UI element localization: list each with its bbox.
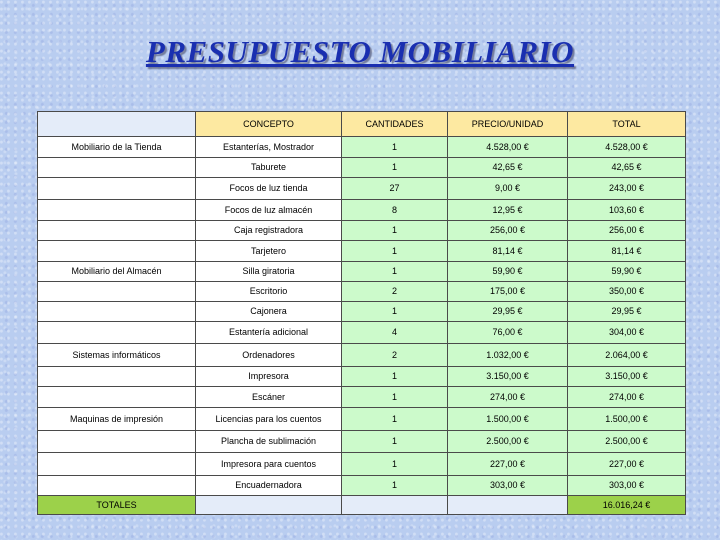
quantity-cell: 1 — [342, 137, 448, 158]
unit-price-cell: 1.500,00 € — [448, 408, 568, 431]
concept-cell: Estanterías, Mostrador — [196, 137, 342, 158]
header-precio-unidad: PRECIO/UNIDAD — [448, 112, 568, 137]
concept-cell: Impresora para cuentos — [196, 453, 342, 476]
table-row — [38, 137, 686, 158]
table-row — [38, 302, 686, 322]
unit-price-cell: 59,90 € — [448, 262, 568, 282]
category-cell — [38, 431, 196, 453]
category-cell — [38, 282, 196, 302]
total-cell: 1.500,00 € — [568, 408, 686, 431]
unit-price-cell: 175,00 € — [448, 282, 568, 302]
totals-label: TOTALES — [38, 496, 196, 515]
total-cell: 81,14 € — [568, 241, 686, 262]
total-cell: 42,65 € — [568, 158, 686, 178]
total-cell: 2.064,00 € — [568, 344, 686, 367]
totals-empty-cell — [342, 496, 448, 515]
table-row — [38, 387, 686, 408]
table-row — [38, 221, 686, 241]
concept-cell: Escritorio — [196, 282, 342, 302]
quantity-cell: 8 — [342, 200, 448, 221]
quantity-cell: 1 — [342, 387, 448, 408]
category-cell: Maquinas de impresión — [38, 408, 196, 431]
unit-price-cell: 274,00 € — [448, 387, 568, 408]
table-row — [38, 282, 686, 302]
table-row — [38, 241, 686, 262]
total-cell: 274,00 € — [568, 387, 686, 408]
concept-cell: Caja registradora — [196, 221, 342, 241]
unit-price-cell: 76,00 € — [448, 322, 568, 344]
quantity-cell: 1 — [342, 431, 448, 453]
table-row — [38, 476, 686, 496]
table-row — [38, 178, 686, 200]
category-cell: Sistemas informáticos — [38, 344, 196, 367]
quantity-cell: 27 — [342, 178, 448, 200]
unit-price-cell: 9,00 € — [448, 178, 568, 200]
category-cell — [38, 241, 196, 262]
quantity-cell: 1 — [342, 408, 448, 431]
concept-cell: Licencias para los cuentos — [196, 408, 342, 431]
table-row — [38, 408, 686, 431]
unit-price-cell: 1.032,00 € — [448, 344, 568, 367]
total-cell: 4.528,00 € — [568, 137, 686, 158]
quantity-cell: 1 — [342, 476, 448, 496]
category-cell — [38, 387, 196, 408]
table-row — [38, 158, 686, 178]
totals-empty-cell — [196, 496, 342, 515]
table-row — [38, 322, 686, 344]
concept-cell: Escáner — [196, 387, 342, 408]
concept-cell: Plancha de sublimación — [196, 431, 342, 453]
total-cell: 3.150,00 € — [568, 367, 686, 387]
concept-cell: Tarjetero — [196, 241, 342, 262]
budget-table — [37, 111, 686, 515]
concept-cell: Ordenadores — [196, 344, 342, 367]
total-cell: 256,00 € — [568, 221, 686, 241]
total-cell: 59,90 € — [568, 262, 686, 282]
unit-price-cell: 227,00 € — [448, 453, 568, 476]
unit-price-cell: 42,65 € — [448, 158, 568, 178]
totals-value: 16.016,24 € — [568, 496, 686, 515]
category-cell — [38, 322, 196, 344]
quantity-cell: 2 — [342, 282, 448, 302]
concept-cell: Silla giratoria — [196, 262, 342, 282]
totals-empty-cell — [448, 496, 568, 515]
unit-price-cell: 81,14 € — [448, 241, 568, 262]
category-cell — [38, 158, 196, 178]
unit-price-cell: 29,95 € — [448, 302, 568, 322]
quantity-cell: 1 — [342, 367, 448, 387]
total-cell: 103,60 € — [568, 200, 686, 221]
unit-price-cell: 3.150,00 € — [448, 367, 568, 387]
category-cell — [38, 221, 196, 241]
page-title: PRESUPUESTO MOBILIARIO — [145, 34, 575, 69]
category-cell — [38, 302, 196, 322]
header-total: TOTAL — [568, 112, 686, 137]
quantity-cell: 1 — [342, 241, 448, 262]
total-cell: 303,00 € — [568, 476, 686, 496]
category-cell — [38, 178, 196, 200]
category-cell — [38, 200, 196, 221]
total-cell: 304,00 € — [568, 322, 686, 344]
unit-price-cell: 2.500,00 € — [448, 431, 568, 453]
total-cell: 227,00 € — [568, 453, 686, 476]
total-cell: 2.500,00 € — [568, 431, 686, 453]
table-row — [38, 431, 686, 453]
header-cantidades: CANTIDADES — [342, 112, 448, 137]
concept-cell: Cajonera — [196, 302, 342, 322]
table-row — [38, 344, 686, 367]
total-cell: 29,95 € — [568, 302, 686, 322]
table-row — [38, 453, 686, 476]
category-cell — [38, 476, 196, 496]
unit-price-cell: 256,00 € — [448, 221, 568, 241]
quantity-cell: 1 — [342, 302, 448, 322]
category-cell: Mobiliario del Almacén — [38, 262, 196, 282]
table-row — [38, 200, 686, 221]
category-cell: Mobiliario de la Tienda — [38, 137, 196, 158]
table-row — [38, 262, 686, 282]
quantity-cell: 1 — [342, 221, 448, 241]
header-concepto: CONCEPTO — [196, 112, 342, 137]
category-cell — [38, 453, 196, 476]
concept-cell: Estantería adicional — [196, 322, 342, 344]
unit-price-cell: 303,00 € — [448, 476, 568, 496]
totals-row — [38, 496, 686, 515]
total-cell: 350,00 € — [568, 282, 686, 302]
quantity-cell: 4 — [342, 322, 448, 344]
quantity-cell: 1 — [342, 453, 448, 476]
quantity-cell: 1 — [342, 262, 448, 282]
unit-price-cell: 4.528,00 € — [448, 137, 568, 158]
header-row — [38, 112, 686, 137]
quantity-cell: 1 — [342, 158, 448, 178]
concept-cell: Impresora — [196, 367, 342, 387]
quantity-cell: 2 — [342, 344, 448, 367]
concept-cell: Taburete — [196, 158, 342, 178]
table-row — [38, 367, 686, 387]
concept-cell: Focos de luz almacén — [196, 200, 342, 221]
concept-cell: Encuadernadora — [196, 476, 342, 496]
category-cell — [38, 367, 196, 387]
unit-price-cell: 12,95 € — [448, 200, 568, 221]
header-empty-cell — [38, 112, 196, 137]
concept-cell: Focos de luz tienda — [196, 178, 342, 200]
total-cell: 243,00 € — [568, 178, 686, 200]
